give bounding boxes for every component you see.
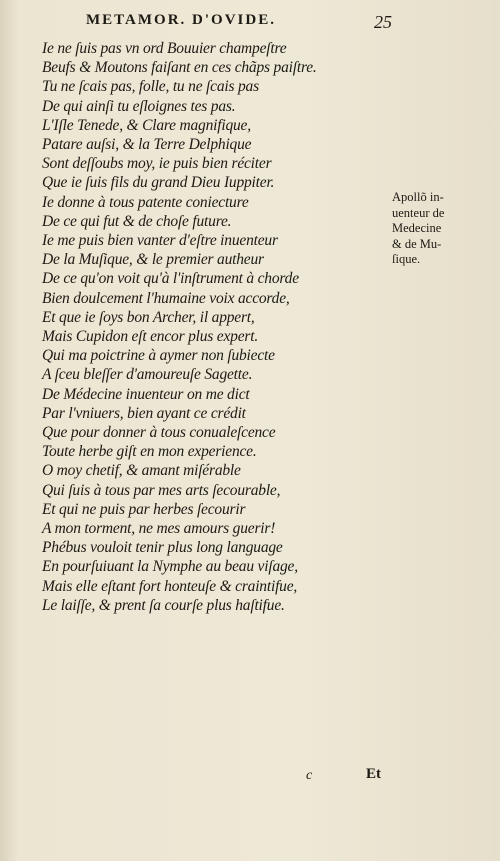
margin-note (392, 190, 492, 268)
verse-line: A mon torment, ne mes amours guerir! (42, 520, 276, 538)
verse-line: Le laiſſe, & prent ſa courſe plus haſtifue. (42, 596, 285, 614)
verse-line: Bien doulcement l'humaine voix accorde, (42, 289, 290, 307)
verse-line: Beufs & Moutons faiſant en ces chãps paiſtre. (42, 59, 317, 77)
verse-line: Ie me puis bien vanter d'eſtre inuenteur (42, 232, 278, 250)
verse-line: En pourſuiuant la Nymphe au beau viſage, (42, 558, 298, 576)
verse-line: De ce qui fut & de choſe future. (42, 212, 232, 230)
verse-line: De ce qu'on voit qu'à l'inſtrument à chorde (42, 270, 299, 288)
verse-line: Mais elle eſtant fort honteuſe & craintifue, (42, 577, 298, 595)
verse-line: Patare auſsi, & la Terre Delphique (42, 136, 252, 154)
verse-line: Par l'vniuers, bien ayant ce crédit (42, 404, 246, 422)
verse-line: Qui ma poictrine à aymer non ſubiecte (42, 347, 275, 365)
margin-note-line: ſique. (392, 252, 421, 266)
verse-line: Et qui ne puis par herbes ſecourir (42, 500, 246, 518)
margin-note-line: uenteur de (392, 205, 445, 220)
verse-line: De la Muſique, & le premier autheur (42, 251, 264, 269)
verse-line: Que ie ſuis fils du grand Dieu Iuppiter. (42, 174, 275, 192)
margin-note-line: Medecine (392, 221, 442, 235)
verse-line: L'Iſle Tenede, & Clare magnifique, (42, 116, 251, 134)
verse-line: A ſceu bleſſer d'amoureuſe Sagette. (42, 366, 253, 384)
verse-line: Que pour donner à tous conualeſcence (42, 424, 276, 442)
verse-block (42, 39, 372, 615)
catchword: Et (366, 766, 381, 782)
signature-mark: c (306, 768, 313, 783)
running-title: METAMOR. D'OVIDE. (86, 12, 276, 28)
verse-line: Sont deſſoubs moy, ie puis bien réciter (42, 155, 272, 173)
margin-note-line: Apollõ in- (392, 190, 444, 204)
verse-line: Ie donne à tous patente coniecture (42, 193, 249, 211)
margin-note-line: & de Mu- (392, 236, 442, 251)
verse-line: Phébus vouloit tenir plus long language (42, 539, 283, 557)
verse-line: Tu ne ſcais pas, folle, tu ne ſcais pas (42, 78, 259, 96)
verse-line: De Médecine inuenteur on me dict (42, 385, 250, 403)
verse-line: O moy chetif, & amant miſérable (42, 462, 241, 480)
verse-line: Qui ſuis à tous par mes arts ſecourable, (42, 481, 281, 499)
verse-line: Ie ne ſuis pas vn ord Bouuier champeſtre (42, 40, 287, 57)
verse-line: Et que ie ſoys bon Archer, il appert, (42, 308, 255, 326)
page-number: 25 (374, 12, 392, 32)
verse-line: Mais Cupidon eſt encor plus expert. (42, 328, 258, 346)
verse-line: Toute herbe giſt en mon experience. (42, 443, 257, 461)
verse-line: De qui ainſi tu eſloignes tes pas. (42, 97, 236, 115)
